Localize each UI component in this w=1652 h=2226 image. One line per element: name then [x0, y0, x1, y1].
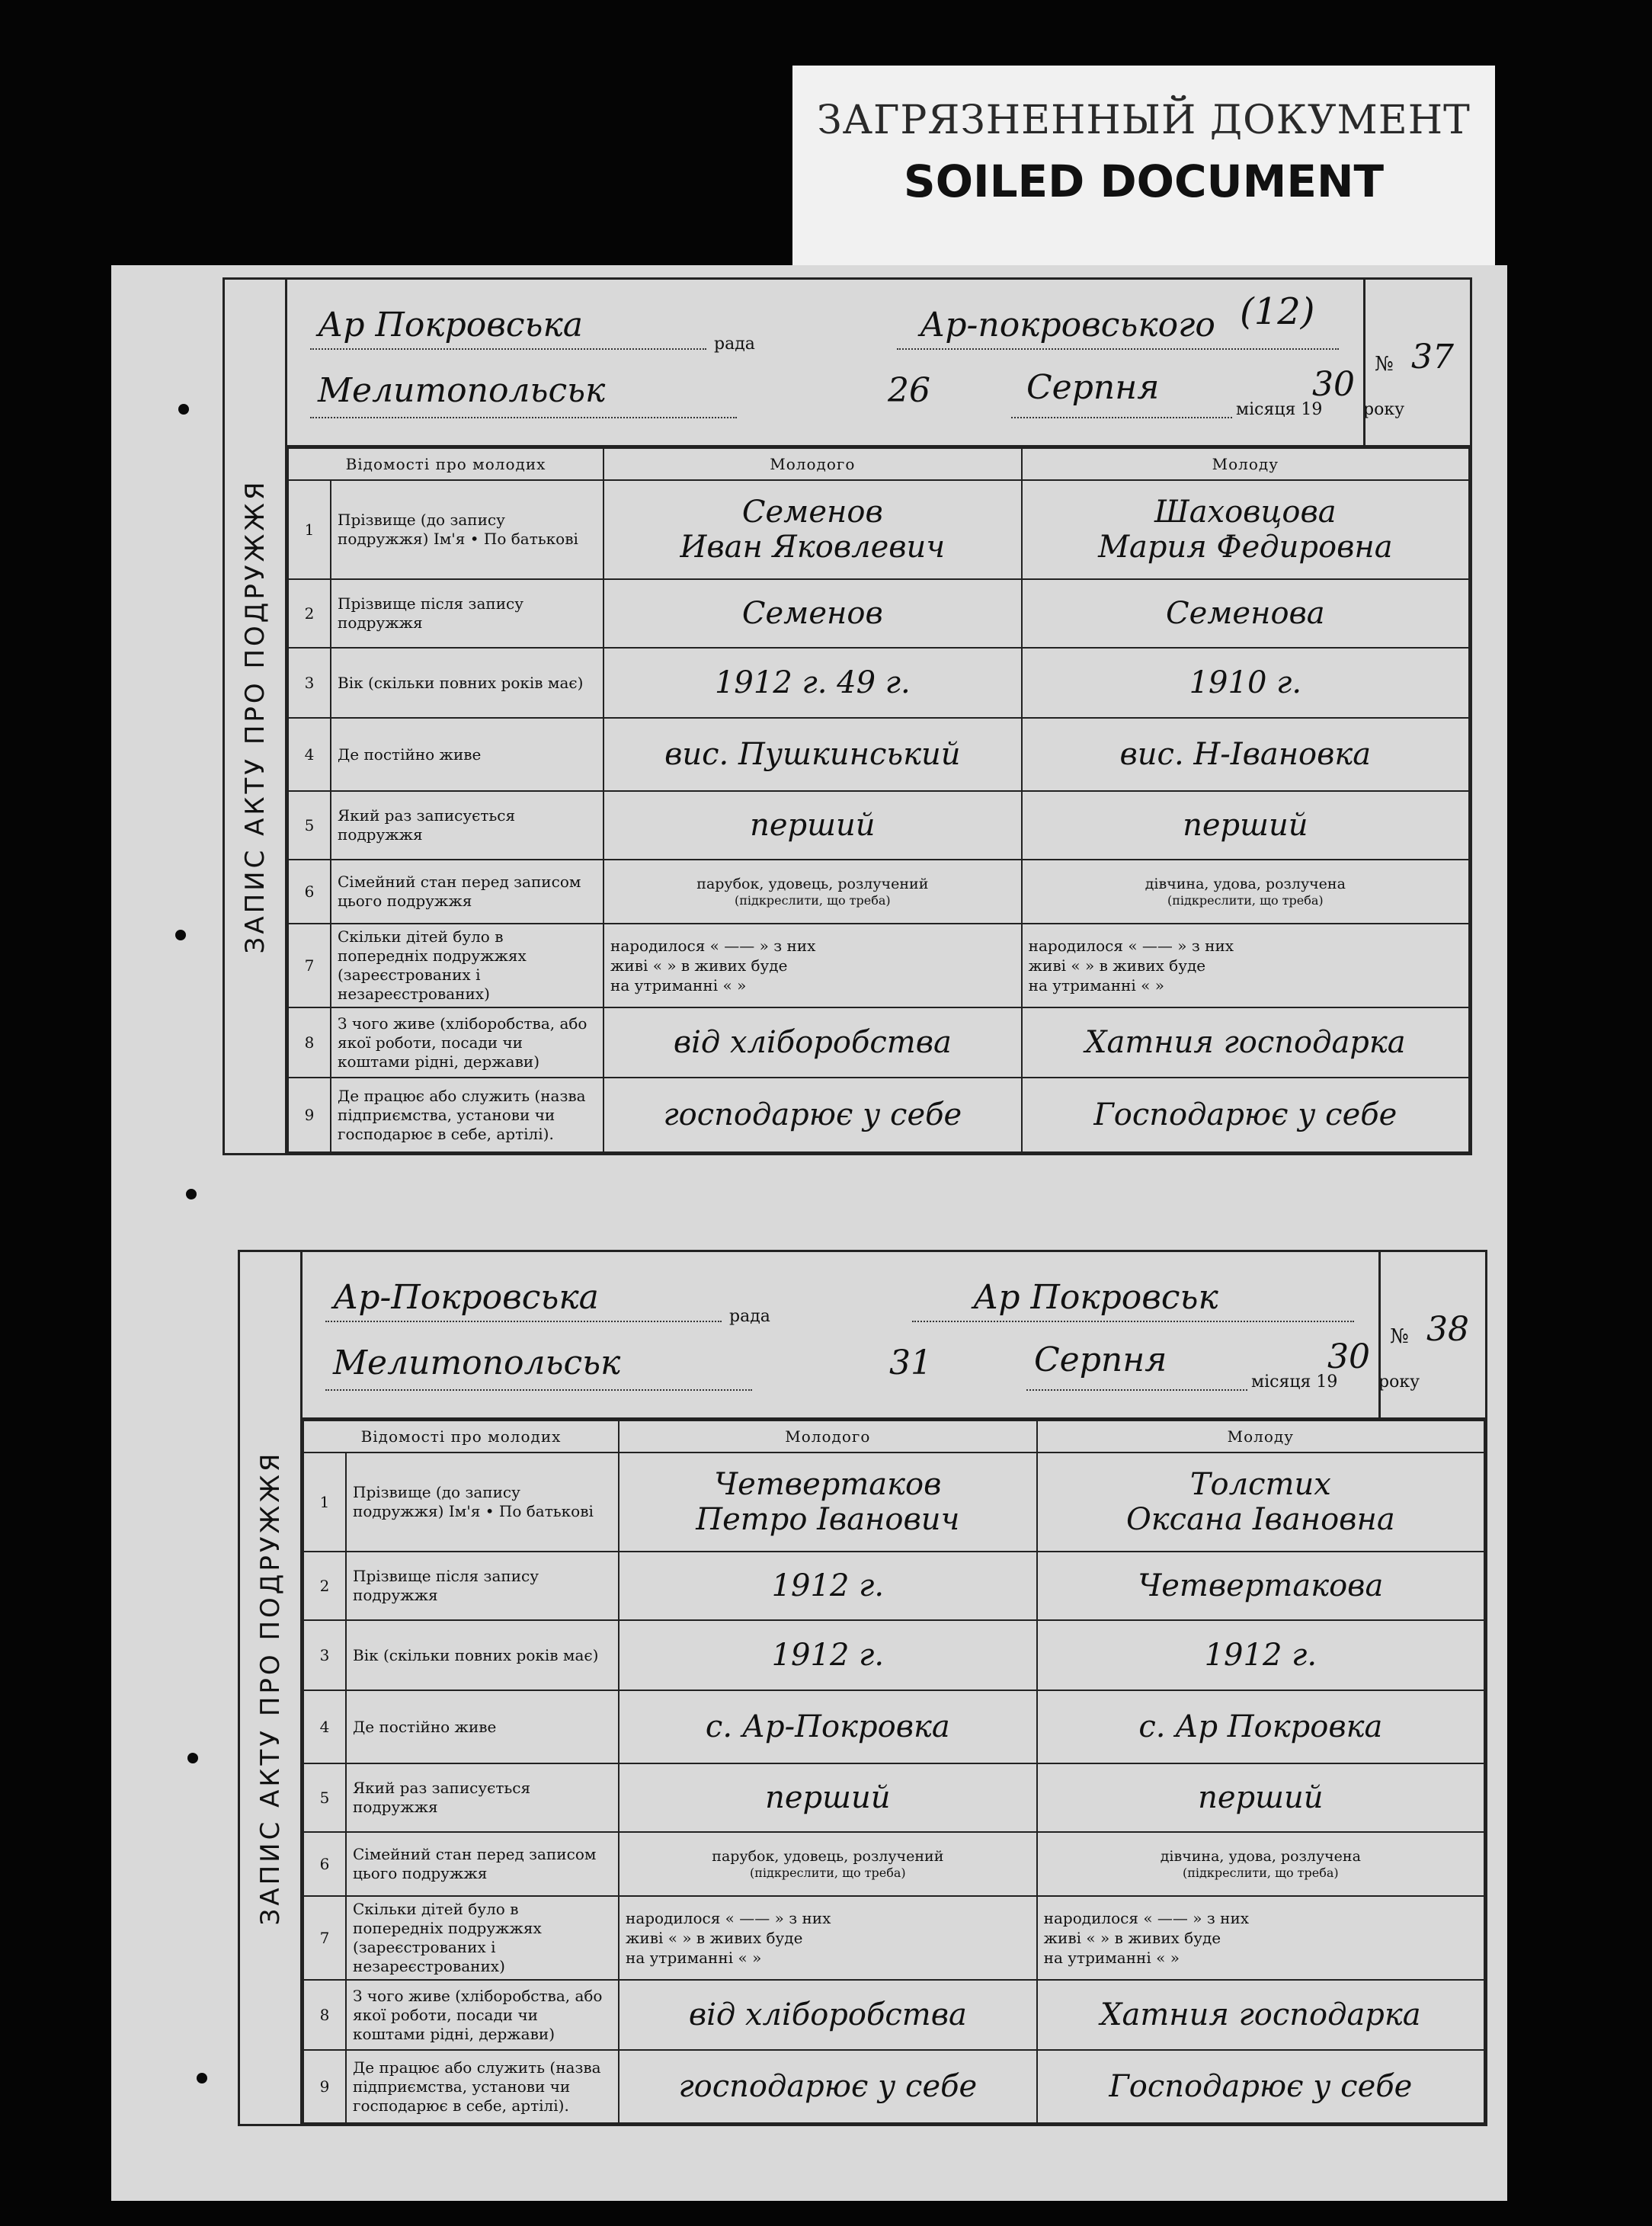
rayon-value: Ар Покровськ — [973, 1278, 1218, 1317]
bride-marriage-count: перший — [1183, 808, 1308, 843]
bride-marriage-count: перший — [1198, 1780, 1324, 1815]
status-note: (підкреслити, що треба) — [750, 1866, 906, 1881]
rada-value: Ар Покровська — [318, 306, 583, 344]
month-label: місяця 19 — [1236, 400, 1323, 419]
margin-note: (12) — [1240, 290, 1315, 333]
bride-residence: вис. Н-Івановка — [1119, 737, 1372, 772]
groom-work: господарює у себе — [678, 2069, 978, 2104]
groom-age: 1912 г. 49 г. — [714, 665, 911, 700]
kids-line-2: живі « » в живих буде — [1043, 1929, 1221, 1947]
bride-surname: Толстих — [1189, 1467, 1331, 1502]
month-value: Серпня — [1034, 1340, 1167, 1379]
kids-line-3: на утриманні « » — [1028, 976, 1164, 994]
bride-residence: с. Ар Покровка — [1138, 1709, 1383, 1744]
year-label: року — [1378, 1372, 1420, 1392]
row-label-income: З чого живе (хліборобства, або якої роботи, посади чи коштами рідні, держави) — [346, 1980, 619, 2050]
rada-label: рада — [729, 1307, 770, 1326]
row-label-children: Скільки дітей було в попередніх подружжях (зареєстрованих і незареєстрованих) — [331, 924, 603, 1007]
row-label-after: Прізвище після запису подружжя — [346, 1552, 619, 1620]
side-title: ЗАПИС АКТУ ПРО ПОДРУЖЖЯ — [255, 1450, 286, 1926]
kids-line-1: народилося « —— » з них — [610, 937, 816, 955]
side-title: ЗАПИС АКТУ ПРО ПОДРУЖЖЯ — [239, 479, 271, 954]
status-note: (підкреслити, що треба) — [1183, 1866, 1339, 1881]
row-label-age: Вік (скільки повних років має) — [346, 1620, 619, 1690]
marriage-record-2 — [238, 1250, 1487, 2126]
kids-line-1: народилося « —— » з них — [626, 1909, 831, 1927]
status-note: (підкреслити, що треба) — [1167, 893, 1324, 908]
bride-status-options: дівчина, удова, розлучена — [1160, 1847, 1361, 1865]
marriage-record-1 — [223, 277, 1472, 1155]
punch-hole — [178, 404, 189, 415]
col-info-header: Відомості про молодих — [288, 448, 603, 480]
punch-hole — [175, 930, 186, 940]
month-label: місяця 19 — [1251, 1372, 1338, 1392]
day-value: 26 — [888, 371, 930, 410]
kids-line-1: народилося « —— » з них — [1028, 937, 1234, 955]
bride-surname-after: Семенова — [1165, 596, 1325, 631]
side-title-box — [225, 280, 287, 1153]
row-label-work: Де працює або служить (назва підприємства, установи чи господарює в себе, артілі). — [331, 1078, 603, 1152]
bride-income: Хатния господарка — [1085, 1025, 1406, 1060]
record-number-box — [1363, 280, 1470, 447]
row-label-residence: Де постійно живе — [331, 718, 603, 791]
kids-line-3: на утриманні « » — [610, 976, 747, 994]
number-label: № — [1375, 353, 1394, 376]
okrug-value: Мелитопольськ — [318, 371, 606, 410]
bride-work: Господарює у себе — [1093, 1097, 1397, 1132]
label-russian: ЗАГРЯЗНЕННЫЙ ДОКУМЕНТ — [817, 98, 1471, 143]
groom-surname: Четвертаков — [714, 1467, 942, 1502]
kids-line-1: народилося « —— » з них — [1043, 1909, 1250, 1927]
row-label-work: Де працює або служить (назва підприємства, установи чи господарює в себе, артілі). — [346, 2050, 619, 2123]
col-groom-header: Молодого — [603, 448, 1022, 480]
groom-given-names: Иван Яковлевич — [680, 530, 946, 565]
row-label-income: З чого живе (хліборобства, або якої роботи, посади чи коштами рідні, держави) — [331, 1007, 603, 1078]
row-label-after: Прізвище після запису подружжя — [331, 579, 603, 648]
kids-line-2: живі « » в живих буде — [1028, 956, 1206, 975]
day-value: 31 — [889, 1344, 932, 1382]
bride-status-options: дівчина, удова, розлучена — [1145, 875, 1346, 892]
groom-surname-after: 1912 г. — [771, 1568, 885, 1603]
row-label-residence: Де постійно живе — [346, 1690, 619, 1763]
rada-label: рада — [714, 335, 755, 354]
groom-given-names: Петро Іванович — [696, 1502, 960, 1537]
punch-hole — [197, 2073, 207, 2083]
kids-line-3: на утриманні « » — [1043, 1949, 1180, 1967]
groom-status-options: парубок, удовець, розлучений — [696, 875, 929, 892]
bride-age: 1910 г. — [1189, 665, 1302, 700]
label-english: SOILED DOCUMENT — [903, 155, 1385, 207]
row-label-names: Прізвище (до запису подружжя) Ім'я • По батькові — [346, 1453, 619, 1552]
groom-status-options: парубок, удовець, розлучений — [712, 1847, 944, 1865]
kids-line-2: живі « » в живих буде — [610, 956, 788, 975]
col-bride-header: Молоду — [1037, 1420, 1484, 1453]
bride-surname: Шаховцова — [1154, 495, 1337, 530]
col-info-header: Відомості про молодих — [303, 1420, 619, 1453]
groom-marriage-count: перший — [765, 1780, 891, 1815]
bride-given-names: Оксана Івановна — [1125, 1502, 1395, 1537]
record-header — [287, 280, 1472, 447]
groom-work: господарює у себе — [663, 1097, 962, 1132]
rada-value: Ар-Покровська — [333, 1278, 599, 1317]
bride-given-names: Мария Федировна — [1098, 530, 1393, 565]
status-note: (підкреслити, що треба) — [735, 893, 891, 908]
year-value: 30 — [1327, 1337, 1370, 1376]
col-groom-header: Молодого — [619, 1420, 1037, 1453]
col-bride-header: Молоду — [1022, 448, 1469, 480]
number-label: № — [1390, 1325, 1409, 1348]
punch-hole — [187, 1753, 198, 1763]
groom-marriage-count: перший — [750, 808, 876, 843]
row-label-children: Скільки дітей було в попередніх подружжях (зареєстрованих і незареєстрованих) — [346, 1896, 619, 1980]
record-number-box — [1378, 1252, 1485, 1420]
side-title-box — [240, 1252, 303, 2124]
record-table: Відомості про молодих Молодого Молоду 1 Прізвище (до запису подружжя) Ім'я • По батькові Семенов Иван Яковлевич Шаховцова Мария Федировна 2 Прізвище після запису подружжя Семенов Семенова 3 Вік (скільки повних років має) 1912 г. 49 г. 1910 г. 4 Де постійно живе вис. Пушкинський вис. Н-Івановка 5 Який раз записується подружжя перший перший 6 Сімейний стан перед записом цього подружжя парубок, удовець, розлучений (підкреслити, що треба) дівчина, удова, розлучена (підкреслити, що треба) 7 Скільки дітей було в попередніх подружжях (зареєстрованих і незареєстрованих) народилося « —— » з них живі « » в живих буде на утриманні « » народилося « —— » з них живі « » в живих буде на утриманні « » 8 З чого живе (хліборобства, або якої роботи, посади чи коштами рідні, держави) від хліборобства Хатния господарка 9 Де працює або служить (назва підприємства, установи чи господарює в себе, артілі). господарює у себе Господарює у себе — [287, 447, 1470, 1153]
soiled-document-label — [792, 66, 1495, 270]
groom-residence: вис. Пушкинський — [664, 737, 961, 772]
groom-income: від хліборобства — [673, 1025, 952, 1060]
row-label-age: Вік (скільки повних років має) — [331, 648, 603, 718]
groom-residence: с. Ар-Покровка — [705, 1709, 950, 1744]
bride-work: Господарює у себе — [1109, 2069, 1413, 2104]
groom-surname-after: Семенов — [741, 596, 883, 631]
okrug-value: Мелитопольськ — [333, 1344, 621, 1382]
row-label-marriage-count: Який раз записується подружжя — [331, 791, 603, 860]
groom-age: 1912 г. — [771, 1638, 885, 1673]
groom-surname: Семенов — [741, 495, 883, 530]
bride-income: Хатния господарка — [1100, 1997, 1421, 2032]
record-table: Відомості про молодих Молодого Молоду 1 Прізвище (до запису подружжя) Ім'я • По батькові Четвертаков Петро Іванович Толстих Оксана Івановна 2 Прізвище після запису подружжя 1912 г. Четвертакова 3 Вік (скільки повних років має) 1912 г. 1912 г. 4 Де постійно живе с. Ар-Покровка с. Ар Покровка 5 Який раз записується подружжя перший перший 6 Сімейний стан перед записом цього подружжя парубок, удовець, розлучений (підкреслити, що треба) дівчина, удова, розлучена (підкреслити, що треба) 7 Скільки дітей було в попередніх подружжях (зареєстрованих і незареєстрованих) народилося « —— » з них живі « » в живих буде на утриманні « » народилося « —— » з них живі « » в живих буде на утриманні « » 8 З чого живе (хліборобства, або якої роботи, посади чи коштами рідні, держави) від хліборобства Хатния господарка 9 Де працює або служить (назва підприємства, установи чи господарює в себе, артілі). господарює у себе Господарює у себе — [303, 1420, 1485, 2124]
record-number: 37 — [1411, 338, 1454, 376]
row-label-names: Прізвище (до запису подружжя) Ім'я • По батькові — [331, 480, 603, 579]
rayon-value: Ар-покровського — [920, 306, 1215, 344]
bride-surname-after: Четвертакова — [1138, 1568, 1384, 1603]
row-label-status: Сімейний стан перед записом цього подружжя — [346, 1832, 619, 1896]
record-number: 38 — [1426, 1310, 1469, 1349]
kids-line-3: на утриманні « » — [626, 1949, 762, 1967]
row-label-status: Сімейний стан перед записом цього подружжя — [331, 860, 603, 924]
groom-income: від хліборобства — [688, 1997, 967, 2032]
kids-line-2: живі « » в живих буде — [626, 1929, 803, 1947]
record-header — [303, 1252, 1487, 1420]
bride-age: 1912 г. — [1204, 1638, 1317, 1673]
punch-hole — [186, 1189, 197, 1199]
month-value: Серпня — [1026, 368, 1160, 407]
year-value: 30 — [1312, 365, 1355, 404]
row-label-marriage-count: Який раз записується подружжя — [346, 1763, 619, 1832]
year-label: року — [1363, 400, 1405, 419]
